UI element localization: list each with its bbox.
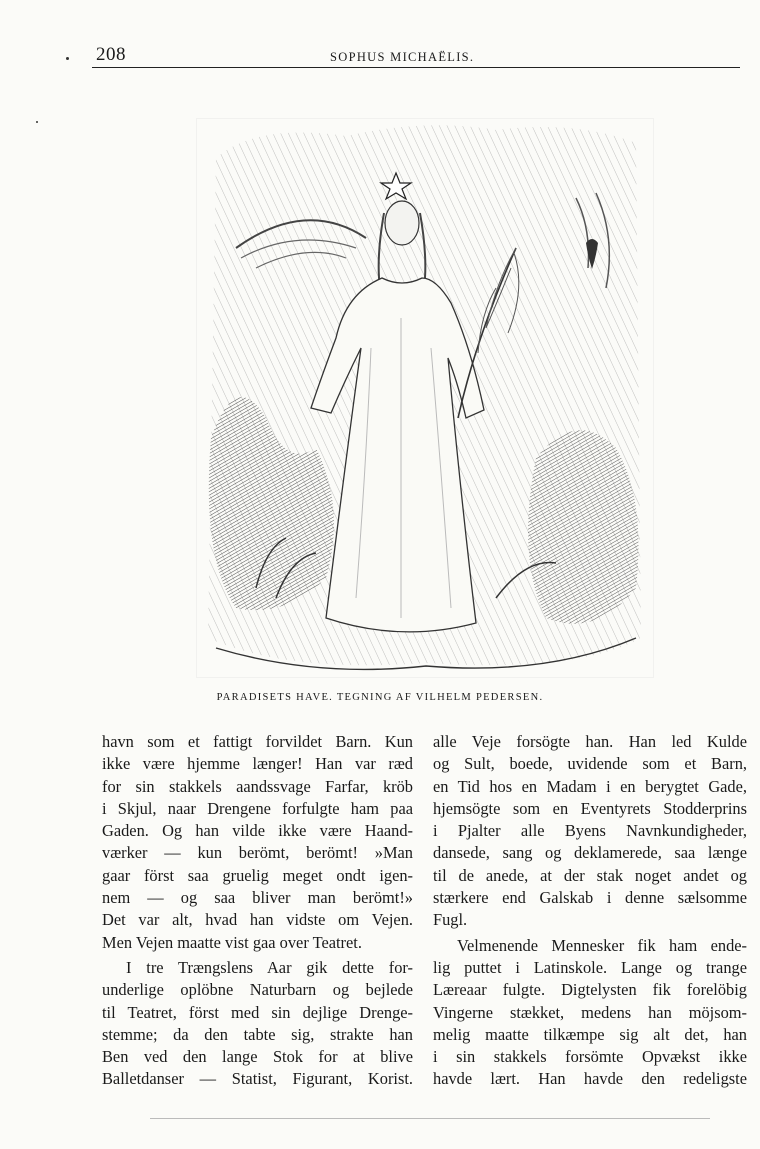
text-line: for sin stakkels aandssvage Farfar, kröb bbox=[102, 776, 413, 796]
page-number: 208 bbox=[96, 44, 126, 65]
text-line: lig puttet i Latinskole. Lange og trange bbox=[433, 957, 747, 977]
text-line: Det var alt, hvad han vidste om Vejen. bbox=[102, 910, 413, 930]
left-column bbox=[102, 731, 413, 1091]
running-head: SOPHUS MICHAËLIS. bbox=[330, 50, 475, 64]
engraving-illustration bbox=[196, 118, 654, 678]
text-line: Gaden. Og han vilde ikke være Haand- bbox=[102, 821, 413, 841]
text-line: hjemsögte som en Eventyrets Stodderprins bbox=[433, 798, 747, 818]
text-line: underlige oplöbne Naturbarn og bejlede bbox=[102, 980, 413, 1000]
margin-mark bbox=[36, 121, 38, 123]
text-line: Velmenende Mennesker fik ham ende- bbox=[457, 935, 747, 955]
margin-mark bbox=[66, 57, 69, 60]
text-line: I tre Trængslens Aar gik dette for- bbox=[126, 957, 413, 977]
text-line: til de anede, at der stak noget andet og bbox=[433, 865, 747, 885]
paragraph bbox=[102, 731, 413, 954]
text-line: dansede, sang og deklamerede, saa længe bbox=[433, 843, 747, 863]
text-line: Balletdanser — Statist, Figurant, Korist. bbox=[102, 1069, 413, 1089]
text-line: nem — og saa bliver man berömt!» bbox=[102, 888, 413, 908]
text-line: Men Vejen maatte vist gaa over Teatret. bbox=[102, 932, 362, 952]
page-bottom-edge bbox=[150, 1118, 710, 1119]
paragraph bbox=[433, 731, 747, 932]
text-line: i Pjalter alle Byens Navnkundigheder, bbox=[433, 821, 747, 841]
text-line: ikke være hjemme længer! Han var ræd bbox=[102, 754, 413, 774]
text-line: til Teatret, först med sin dejlige Drenge- bbox=[102, 1002, 413, 1022]
text-line: gaar först saa gruelig meget ondt igen- bbox=[102, 865, 413, 885]
text-line: i Skjul, naar Drengene forfulgte ham paa bbox=[102, 798, 413, 818]
text-line: melig maatte tilkæmpe sig alt det, han bbox=[433, 1024, 747, 1044]
text-line: havn som et fattigt forvildet Barn. Kun bbox=[102, 732, 413, 751]
text-line: havde lært. Han havde den redeligste bbox=[433, 1069, 747, 1089]
text-line: Fugl. bbox=[433, 910, 468, 930]
illustration-caption: PARADISETS HAVE. TEGNING AF VILHELM PEDERSEN. bbox=[216, 692, 544, 703]
paragraph bbox=[102, 957, 413, 1091]
paragraph bbox=[433, 935, 747, 1091]
text-line: en Tid hos en Madam i en berygtet Gade, bbox=[433, 776, 747, 796]
text-line: og Sult, boede, uvidende som et Barn, bbox=[433, 754, 747, 774]
right-column bbox=[433, 731, 747, 1091]
text-line: i sin stakkels forsömte Opvækst ikke bbox=[433, 1047, 747, 1067]
text-line: Ben ved den lange Stok for at blive bbox=[102, 1047, 413, 1067]
text-line: alle Veje forsögte han. Han led Kulde bbox=[433, 732, 747, 751]
text-line: værker — kun berömt, berömt! »Man bbox=[102, 843, 413, 863]
header-rule bbox=[92, 67, 740, 68]
text-line: Vingerne stækket, medens han möjsom- bbox=[433, 1002, 747, 1022]
text-line: Læreaar fulgte. Digtelysten fik forelöbig bbox=[433, 980, 747, 1000]
text-line: stærkere end Galskab i denne sælsomme bbox=[433, 888, 747, 908]
text-line: stemme; da den tabte sig, strakte han bbox=[102, 1024, 413, 1044]
